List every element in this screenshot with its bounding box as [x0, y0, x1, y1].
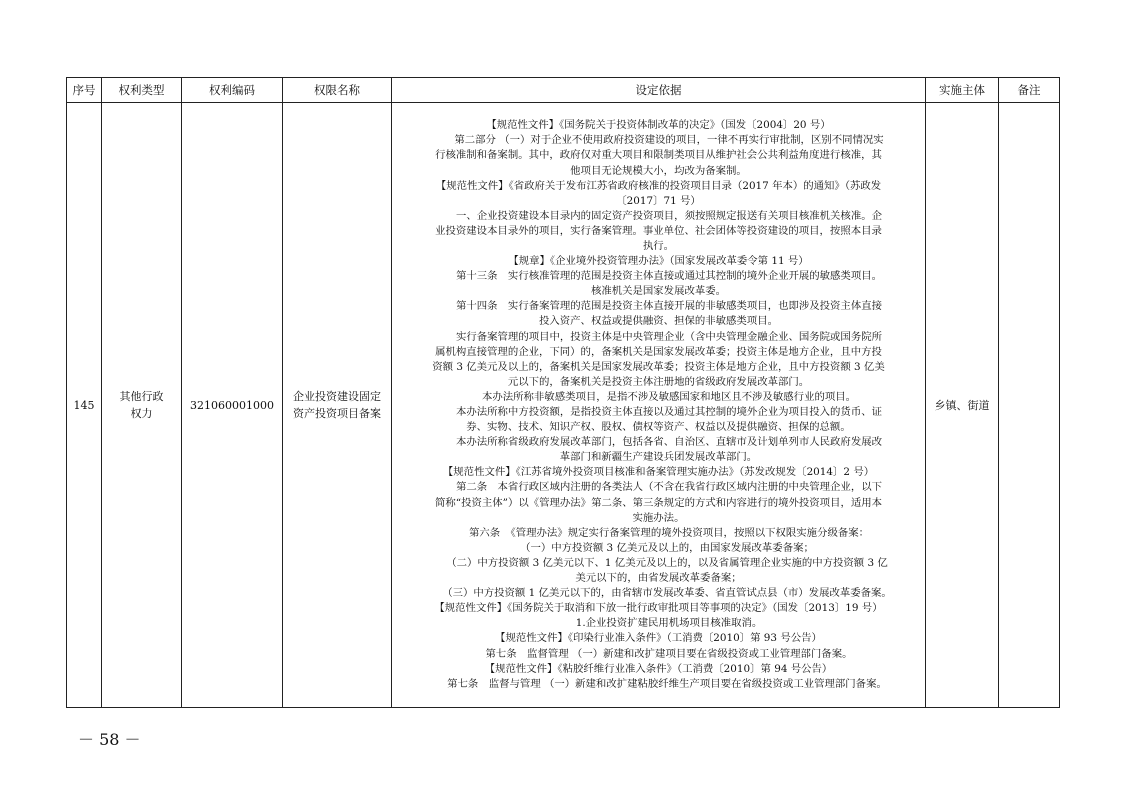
cell-name-line2: 资产投资项目备案: [293, 407, 381, 420]
basis-line: 革部门和新疆生产建设兵团发展改革部门。: [559, 451, 758, 464]
basis-line: （三）中方投资额 1 亿美元以下的，由省辖市发展改革委、省直管试点县（市）发展改革委备案。: [442, 587, 892, 600]
basis-line: 【规范性文件】《国务院关于投资体制改革的决定》（国发〔2004〕20 号）: [486, 119, 831, 132]
basis-line: （一）中方投资额 3 亿美元及以上的，由国家发展改革委备案；: [520, 541, 814, 554]
basis-line: 执行。: [642, 239, 675, 252]
header-code: 权利编码: [182, 78, 283, 103]
cell-type-line2: 权力: [130, 407, 153, 420]
header-remark: 备注: [999, 78, 1060, 103]
basis-line: 他项目无论规模大小，均改为备案制。: [570, 164, 747, 177]
basis-line: 核准机关是国家发展改革委。: [590, 285, 727, 298]
header-row: [67, 78, 1060, 103]
header-basis: 设定依据: [392, 78, 926, 103]
cell-seq: 145: [67, 103, 102, 708]
basis-line: 【规范性文件】《粘胶纤维行业准入条件》（工消费〔2010〕第 94 号公告）: [484, 662, 833, 675]
basis-line: 投入资产、权益或提供融资、担保的非敏感类项目。: [539, 315, 778, 328]
cell-name-line1: 企业投资建设固定: [293, 390, 381, 403]
cell-type: [102, 103, 182, 708]
authority-table: [66, 77, 1060, 708]
basis-line: 本办法所称中方投资额，是指投资主体直接以及通过其控制的境外企业为项目投入的货币、证: [455, 406, 882, 418]
basis-line: 第十三条 实行核准管理的范围是投资主体直接或通过其控制的境外企业开展的敏感类项目。: [455, 270, 882, 283]
cell-name: [283, 103, 392, 708]
header-implementer: 实施主体: [926, 78, 999, 103]
basis-line: 第六条 《管理办法》规定实行备案管理的境外投资项目，按照以下权限实施分级备案：: [468, 526, 870, 539]
basis-line: 实施办法。: [632, 511, 685, 524]
basis-line: 业投资建设本目录外的项目，实行备案管理。事业单位、社会团体等投资建设的项目，按照本目录: [435, 224, 882, 237]
header-seq: 序号: [67, 78, 102, 103]
page-number: － 58 －: [78, 730, 141, 749]
table-row: [67, 103, 1060, 708]
basis-line: 〔2017〕71 号）: [616, 194, 701, 207]
cell-remark: [999, 103, 1060, 708]
basis-line: （二）中方投资额 3 亿美元以下、1 亿美元及以上的，以及省属管理企业实施的中方投资额 3 亿: [446, 556, 888, 569]
basis-line: 券、实物、技术、知识产权、股权、债权等资产、权益以及提供融资、担保的总额。: [466, 421, 851, 434]
basis-line: 一、企业投资建设本目录内的固定资产投资项目，须按照规定报送有关项目核准机关核准。企: [455, 209, 882, 222]
basis-line: 元以下的，备案机关是投资主体注册地的省级政府发展改革部门。: [507, 375, 810, 388]
basis-line: 实行备案管理的项目中，投资主体是中央管理企业（含中央管理金融企业、国务院或国务院所: [455, 330, 882, 343]
basis-line: 第十四条 实行备案管理的范围是投资主体直接开展的非敏感类项目，也即涉及投资主体直接: [455, 300, 882, 313]
basis-line: 美元以下的，由省发展改革委备案；: [575, 572, 742, 585]
header-type: 权利类型: [102, 78, 182, 103]
basis-text: [395, 118, 922, 692]
basis-line: 资额 3 亿美元及以上的，备案机关是国家发展改革委；投资主体是地方企业，且中方投资额 3 亿美: [432, 360, 885, 373]
basis-line: 属机构直接管理的企业，下同）的，备案机关是国家发展改革委；投资主体是地方企业，且中方投: [435, 345, 882, 358]
basis-line: 本办法所称省级政府发展改革部门，包括各省、自治区、直辖市及计划单列市人民政府发展改: [455, 436, 882, 449]
basis-line: 【规范性文件】《国务院关于取消和下放一批行政审批项目等事项的决定》（国发〔2013〕19 号）: [434, 602, 883, 615]
basis-line: 简称“投资主体”）以《管理办法》第二条、第三条规定的方式和内容进行的境外投资项目，适用本: [434, 496, 883, 509]
cell-basis: [392, 103, 926, 708]
basis-line: 第二条 本省行政区域内注册的各类法人（不含在我省行政区域内注册的中央管理企业，以下: [455, 481, 882, 494]
basis-line: 第七条 监督管理 （一）新建和改扩建项目要在省级投资或工业管理部门备案。: [485, 647, 853, 660]
basis-line: 【规章】《企业境外投资管理办法》（国家发展改革委令第 11 号）: [508, 255, 809, 268]
basis-line: 第七条 监督与管理 （一）新建和改扩建粘胶纤维生产项目要在省级投资或工业管理部门备案。: [447, 677, 887, 690]
basis-line: 本办法所称非敏感类项目，是指不涉及敏感国家和地区且不涉及敏感行业的项目。: [481, 390, 857, 403]
basis-line: 行核准制和备案制。其中，政府仅对重大项目和限制类项目从维护社会公共利益角度进行核准，其: [435, 149, 882, 162]
basis-line: 第二部分 （一）对于企业不使用政府投资建设的项目，一律不再实行审批制，区别不同情况实: [454, 134, 884, 147]
header-name: 权限名称: [283, 78, 392, 103]
basis-line: 【规范性文件】《省政府关于发布江苏省政府核准的投资项目目录（2017 年本）的通知》（苏政发: [435, 179, 882, 192]
basis-line: 1.企业投资扩建民用机场项目核准取消。: [575, 617, 763, 630]
cell-code: 321060001000: [182, 103, 283, 708]
basis-line: 【规范性文件】《江苏省境外投资项目核准和备案管理实施办法》（苏发改规发〔2014〕2 号）: [442, 466, 875, 479]
cell-type-line1: 其他行政: [119, 390, 164, 403]
basis-line: 【规范性文件】《印染行业准入条件》（工消费〔2010〕第 93 号公告）: [495, 632, 822, 645]
cell-implementer: 乡镇、街道: [926, 103, 999, 708]
